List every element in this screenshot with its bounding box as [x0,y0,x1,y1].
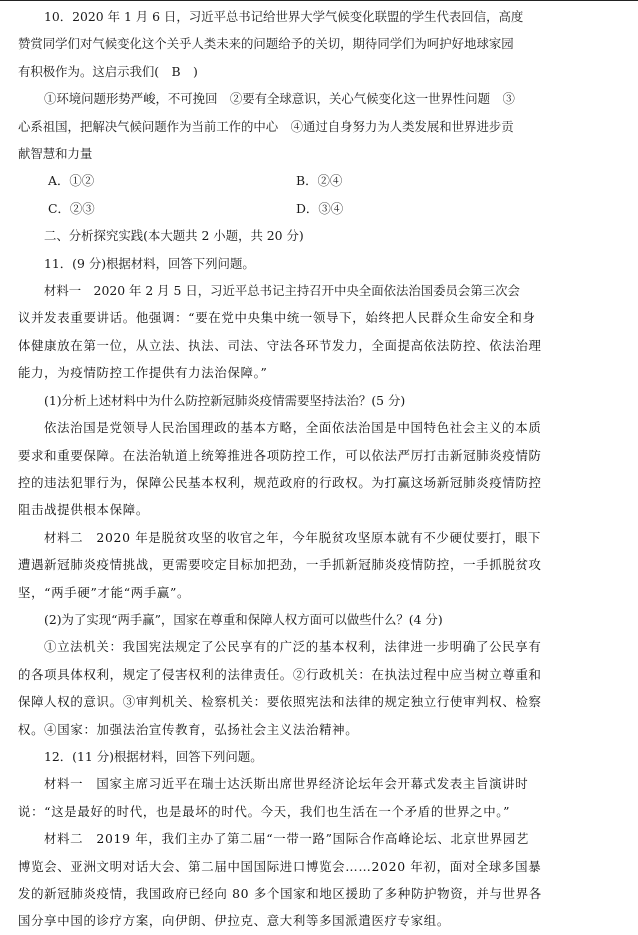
exam-page [18,3,622,935]
options-row-1 [18,167,622,194]
text-line-q11-1: (1)分析上述材料中为什么防控新冠肺炎疫情需要坚持法治？(5 分) [44,392,406,408]
question-10 [18,3,622,167]
option-a: A．①② [48,173,95,189]
text-line-m4-l2: 博览会、亚洲文明对话大会、第二届中国国际进口博览会……2020 年初，面对全球多国暴 [18,858,542,874]
text-line-m1-l3: 体健康放在第一位，从立法、执法、司法、守法各环节发力，全面提高依法防控、依法治理 [18,337,542,353]
text-line-q12: 12．(11 分)根据材料，回答下列问题。 [44,748,263,764]
text-line-a2-l4: 权。④国家：加强法治宣传教育，弘扬社会主义法治精神。 [18,721,359,737]
option-b: B．②④ [296,173,343,189]
text-line-m3-l1: 材料一 国家主席习近平在瑞士达沃斯出席世界经济论坛年会开幕式发表主旨演讲时 [44,776,529,792]
text-line-q11-2: (2)为了实现“两手赢”，国家在尊重和保障人权方面可以做些什么？(4 分) [44,611,443,627]
text-line-a1-l3: 控的违法犯罪行为，保障公民基本权利，规范政府的行政权。为打赢这场新冠肺炎疫情防控 [18,474,542,490]
text-line-q10-l1: 10．2020 年 1 月 6 日，习近平总书记给世界大学气候变化联盟的学生代表回信，高度 [44,9,524,24]
text-line-m3-l2: 说：“这是最好的时代，也是最坏的时代。今天，我们也生活在一个矛盾的世界之中。” [18,803,511,819]
text-line-m1-l4: 能力，为疫情防控工作提供有力法治保障。” [18,365,268,381]
text-line-q10-l6: 献智慧和力量 [18,146,93,162]
text-line-a2-l3: 保障人权的意识。③审判机关、检察机关：要依照宪法和法律的规定独立行使审判权、检察 [18,694,542,710]
top-rule [0,0,638,1]
text-line-m2-l3: 坚，“两手硬”才能“两手赢”。 [18,584,191,600]
text-line-a2-l2: 的各项具体权利，规定了侵害权利的法律责任。②行政机关：在执法过程中应当树立尊重和 [18,666,542,682]
text-line-m1-l2: 议并发表重要讲话。他强调：“要在党中央集中统一领导下，始终把人民群众生命安全和身 [18,310,536,326]
options-row-2 [18,195,622,222]
section-two [18,222,622,935]
text-line-sec2: 二、分析探究实践(本大题共 2 小题，共 20 分) [44,228,304,244]
text-line-a1-l2: 要求和重要保障。在法治轨道上统筹推进各项防控工作，可以依法严厉打击新冠肺炎疫情防 [18,447,542,463]
text-line-a1-l4: 阻击战提供根本保障。 [18,502,149,518]
text-line-m4-l1: 材料二 2019 年，我们主办了第二届“一带一路”国际合作高峰论坛、北京世界园艺 [44,831,530,847]
text-line-q10-l5: 心系祖国，把解决气候问题作为当前工作的中心 ④通过自身努力为人类发展和世界进步贡 [18,118,514,134]
text-line-m4-l3: 发的新冠肺炎疫情，我国政府已经向 80 多个国家和地区援助了多种防护物资，并与世界各 [18,886,542,901]
text-line-m2-l1: 材料二 2020 年是脱贫攻坚的收官之年，今年脱贫攻坚原本就有不少硬仗要打，眼下 [44,529,542,545]
text-line-m2-l2: 遭遇新冠肺炎疫情挑战，更需要咬定目标加把劲，一手抓新冠肺炎疫情防控，一手抓脱贫攻 [18,557,542,573]
text-line-q10-l3: 有积极作为。这启示我们( B ) [18,63,198,79]
option-d: D．③④ [296,200,344,216]
text-line-a2-l1: ①立法机关：我国宪法规定了公民享有的广泛的基本权利，法律进一步明确了公民享有 [44,639,542,655]
text-line-q10-l2: 赞赏同学们对气候变化这个关乎人类未来的问题给予的关切，期待同学们为呵护好地球家园 [18,36,514,52]
text-line-q10-l4: ①环境问题形势严峻，不可挽回 ②要有全球意识，关心气候变化这一世界性问题 ③ [44,91,515,107]
text-line-m4-l4: 国分享中国的诊疗方案，向伊朗、伊拉克、意大利等多国派遣医疗专家组。 [18,913,450,929]
text-line-a1-l1: 依法治国是党领导人民治国理政的基本方略，全面依法治国是中国特色社会主义的本质 [44,420,542,436]
text-line-m1-l1: 材料一 2020 年 2 月 5 日，习近平总书记主持召开中央全面依法治国委员会第三次会 [44,283,520,299]
option-c: C．②③ [48,200,95,216]
text-line-q11: 11．(9 分)根据材料，回答下列问题。 [44,255,255,271]
